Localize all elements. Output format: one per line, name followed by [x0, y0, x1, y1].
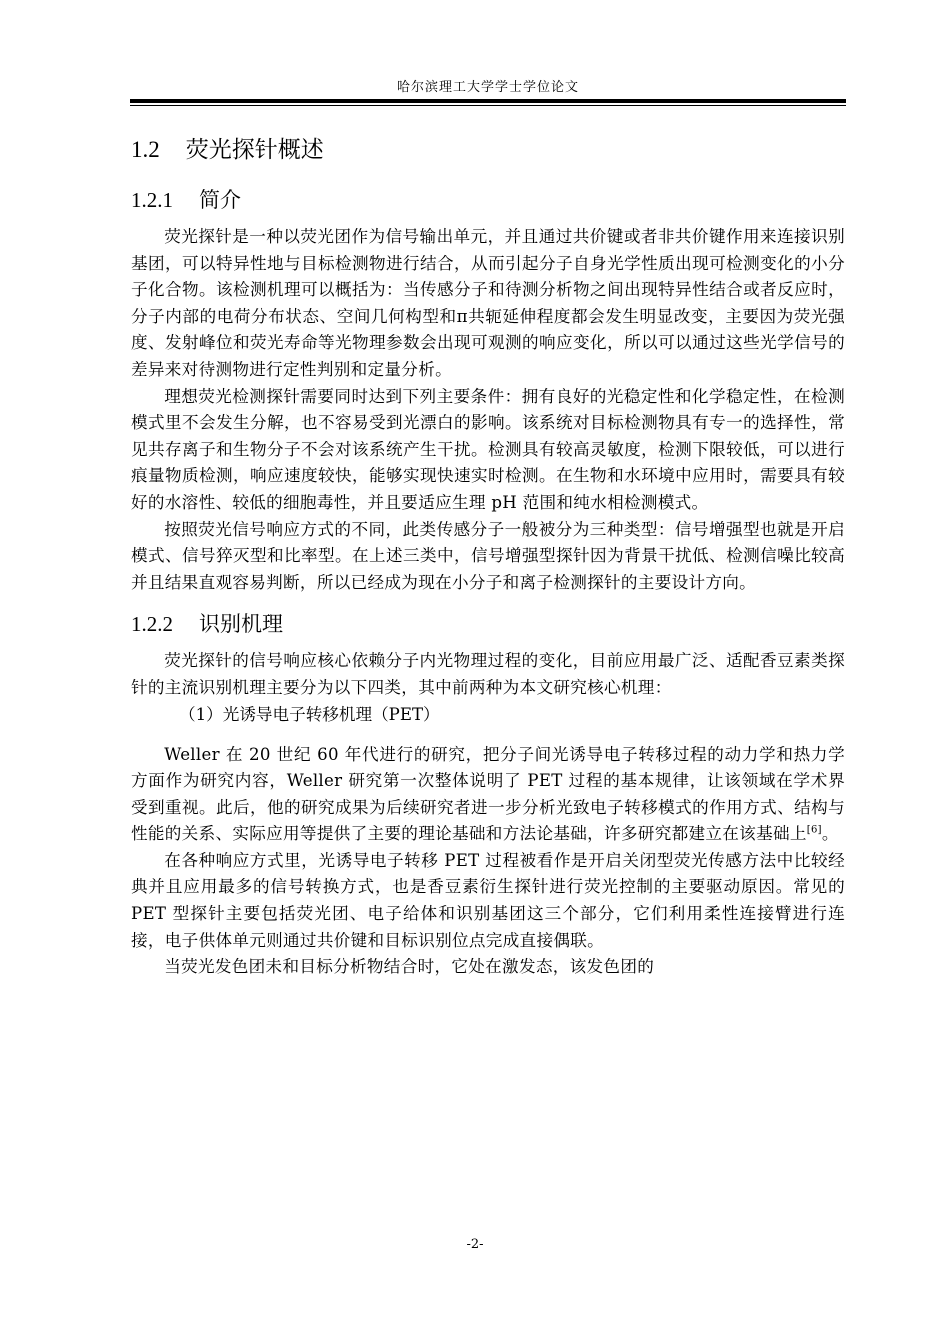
paragraph: 在各种响应方式里，光诱导电子转移 PET 过程被看作是开启关闭型荧光传感方法中比较经典并且应用最多的信号转换方式，也是香豆素衍生探针进行荧光控制的主要驱动原因。常见的 PET 型探针主要包括荧光团、电子给体和识别基团这三个部分，它们利用柔性连接臂进行连接，电子供体单元则通过共价键和目标识别位点完成直接偶联。 — [131, 850, 845, 950]
paragraph: 当荧光发色团未和目标分析物结合时，它处在激发态，该发色团的 — [164, 957, 655, 977]
paragraph: Weller 在 20 世纪 60 年代进行的研究，把分子间光诱导电子转移过程的动力学和热力学方面作为研究内容，Weller 研究第一次整体说明了 PET 过程的基本规律，让该领域在学术界受到重视。此后，他的研究成果为后续研究者进一步分析光致电子转移模式的作用方式、结构与性能的关系、实际应用等提供了主要的理论基础和方法论基础，许多研究都建立在该基础上[6]。 — [131, 744, 845, 844]
paragraph: 荧光探针是一种以荧光团作为信号输出单元，并且通过共价键或者非共价键作用来连接识别基团，可以特异性地与目标检测物进行结合，从而引起分子自身光学性质出现可检测变化的小分子化合物。该检测机理可以概括为：当传感分子和待测分析物之间出现特异性结合或者反应时，分子内部的电荷分布状态、空间几何构型和π共轭延伸程度都会发生明显改变，主要因为荧光强度、发射峰位和荧光寿命等光物理参数会出现可观测的响应变化，所以可以通过这些光学信号的差异来对待测物进行定性判别和定量分析。 — [131, 227, 845, 379]
running-header: 哈尔滨理工大学学士学位论文 — [396, 80, 579, 95]
section-heading — [131, 128, 845, 180]
header-rule-thick — [130, 99, 846, 103]
paragraph: 荧光探针的信号响应核心依赖分子内光物理过程的变化，目前应用最广泛、适配香豆素类探针的主流识别机理主要分为以下四类，其中前两种为本文研究核心机理： — [131, 651, 845, 697]
subsection-heading-mechanism — [131, 604, 845, 648]
subsection-title: 识别机理 — [199, 612, 283, 637]
paragraph: 按照荧光信号响应方式的不同，此类传感分子一般被分为三种类型：信号增强型也就是开启模式、信号猝灭型和比率型。在上述三类中，信号增强型探针因为背景干扰低、检测信噪比较高并且结果直观容易判断，所以已经成为现在小分子和离子检测探针的主要设计方向。 — [131, 519, 845, 592]
subsection-number: 1.2.1 — [131, 188, 173, 212]
paragraph: 理想荧光检测探针需要同时达到下列主要条件：拥有良好的光稳定性和化学稳定性，在检测模式里不会发生分解，也不容易受到光漂白的影响。该系统对目标检测物具有专一的选择性，常见共存离子和生物分子不会对该系统产生干扰。检测具有较高灵敏度，检测下限较低，可以进行痕量物质检测，响应速度较快，能够实现快速实时检测。在生物和水环境中应用时，需要具有较好的水溶性、较低的细胞毒性，并且要适应生理 pH 范围和纯水相检测模式。 — [131, 386, 845, 512]
item-heading-pet: （1）光诱导电子转移机理（PET） — [179, 704, 440, 724]
subsection-title: 简介 — [199, 188, 241, 212]
subsection-heading-intro — [131, 180, 845, 224]
section-title: 荧光探针概述 — [185, 137, 324, 163]
section-number: 1.2 — [131, 137, 160, 162]
citation: [6] — [806, 824, 822, 836]
header-rule-thin — [130, 105, 846, 106]
subsection-number: 1.2.2 — [131, 612, 173, 637]
document-body — [131, 128, 845, 981]
page-number: -2- — [466, 1237, 484, 1252]
